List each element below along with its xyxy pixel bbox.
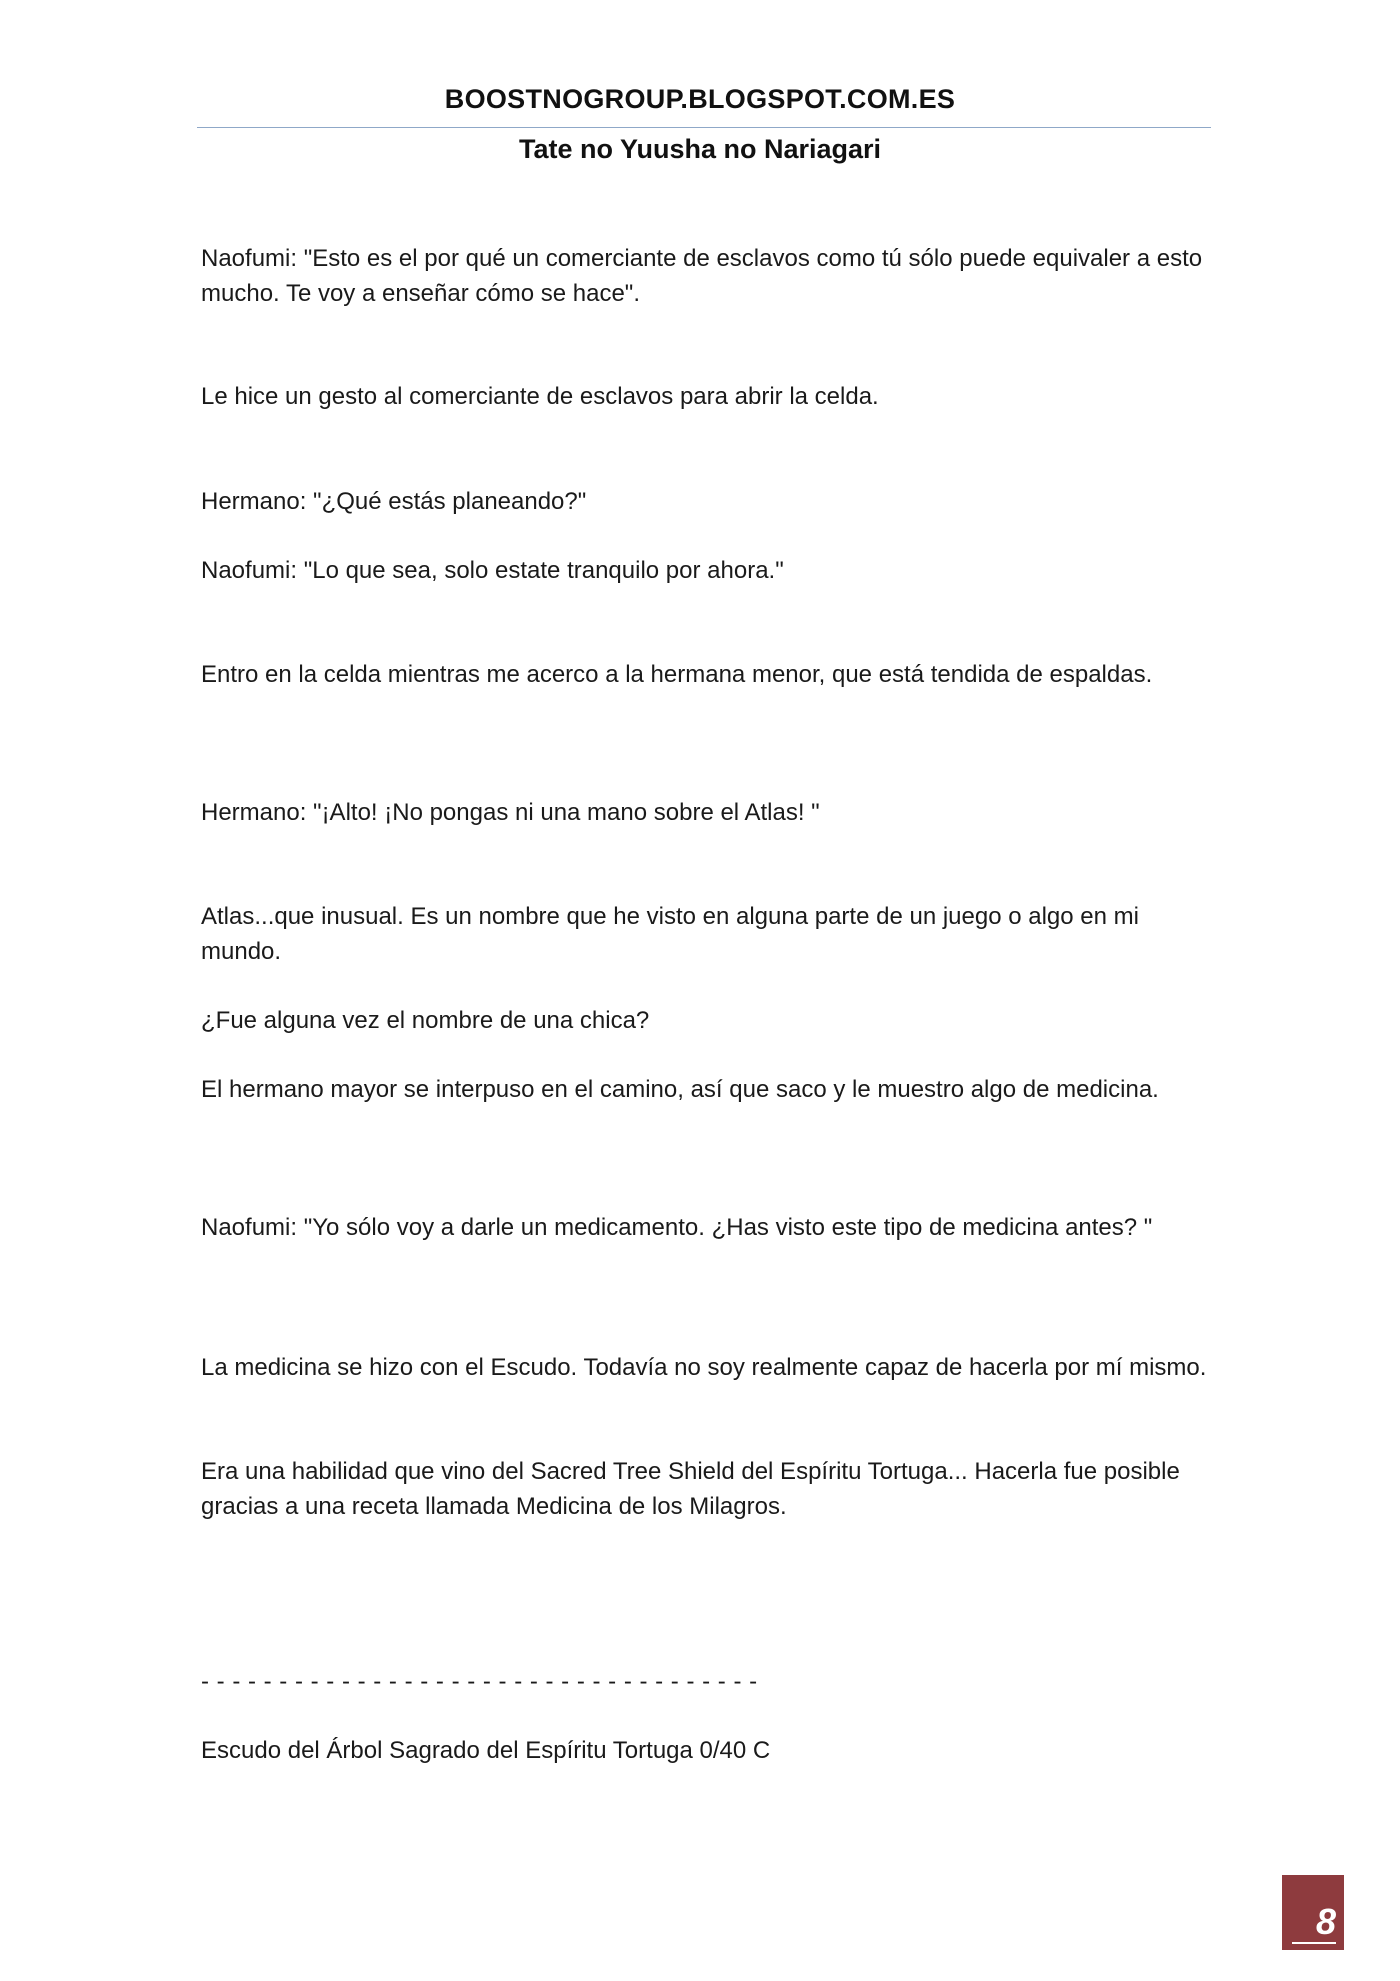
- page-number: 8: [1315, 1901, 1336, 1942]
- paragraph-5: Entro en la celda mientras me acerco a la hermana menor, que está tendida de espaldas.: [201, 661, 1153, 688]
- page-number-underline: [1292, 1942, 1336, 1944]
- paragraph-3: Hermano: "¿Qué estás planeando?": [201, 488, 587, 515]
- paragraph-13: Escudo del Árbol Sagrado del Espíritu Tortuga 0/40 C: [201, 1737, 771, 1764]
- paragraph-2: Le hice un gesto al comerciante de esclavos para abrir la celda.: [201, 383, 879, 410]
- paragraph-9: El hermano mayor se interpuso en el camino, así que saco y le muestro algo de medicina.: [201, 1076, 1159, 1103]
- header-divider: [197, 127, 1211, 128]
- paragraph-8: ¿Fue alguna vez el nombre de una chica?: [201, 1007, 650, 1034]
- paragraph-12: Era una habilidad que vino del Sacred Tree Shield del Espíritu Tortuga... Hacerla fue posible gracias a una receta llamada Medicina de los Milagros.: [201, 1458, 1180, 1520]
- paragraph-6: Hermano: "¡Alto! ¡No pongas ni una mano sobre el Atlas! ": [201, 799, 820, 826]
- separator-line: - - - - - - - - - - - - - - - - - - - - - - - - - - - - - - - - - - - -: [201, 1668, 758, 1695]
- page-number-badge: [1282, 1875, 1344, 1950]
- header-book-title: Tate no Yuusha no Nariagari: [518, 134, 882, 164]
- paragraph-7: Atlas...que inusual. Es un nombre que he visto en alguna parte de un juego o algo en mi mundo.: [201, 903, 1139, 965]
- header-site-name: BOOSTNOGROUP.BLOGSPOT.COM.ES: [444, 84, 956, 114]
- paragraph-11: La medicina se hizo con el Escudo. Todavía no soy realmente capaz de hacerla por mí mismo.: [201, 1354, 1207, 1381]
- paragraph-4: Naofumi: "Lo que sea, solo estate tranquilo por ahora.": [201, 557, 784, 584]
- paragraph-10: Naofumi: "Yo sólo voy a darle un medicamento. ¿Has visto este tipo de medicina antes? ": [201, 1214, 1153, 1241]
- paragraph-1: Naofumi: "Esto es el por qué un comerciante de esclavos como tú sólo puede equivaler a esto mucho. Te voy a enseñar cómo se hace".: [201, 245, 1203, 307]
